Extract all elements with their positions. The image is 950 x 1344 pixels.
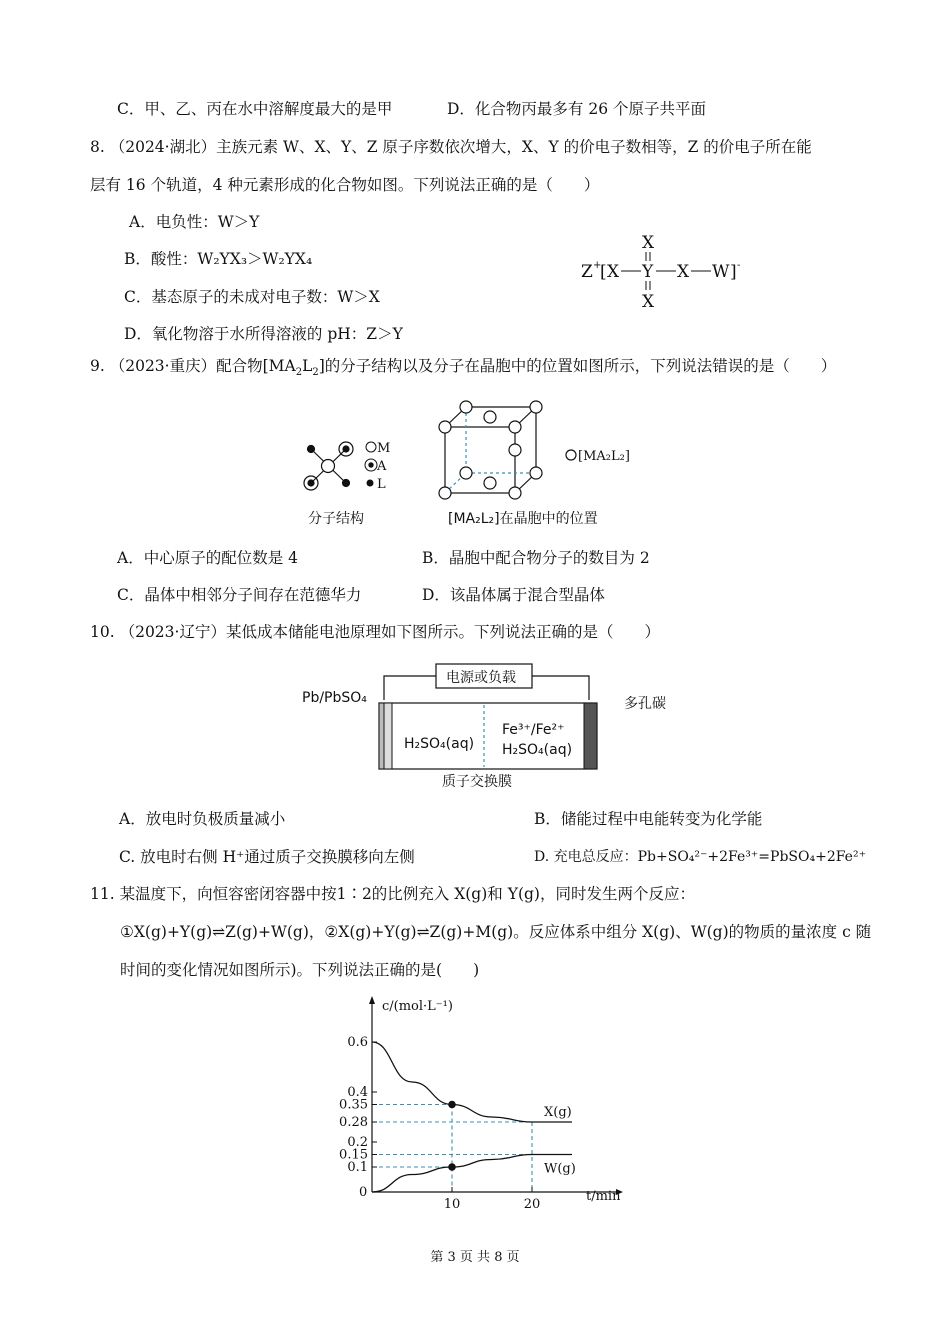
q10-left-electrode-label: Pb/PbSO₄ bbox=[302, 690, 367, 706]
q9-molecule-structure bbox=[304, 442, 353, 490]
q10-battery-figure bbox=[296, 660, 696, 795]
q8-structure-bottom-x: X bbox=[642, 292, 655, 312]
q9-legend-l: L bbox=[377, 477, 386, 492]
q11-stem-line3: 时间的变化情况如图所示)。下列说法正确的是( ) bbox=[120, 961, 480, 979]
q8-structure-x2: X bbox=[677, 262, 690, 282]
q8-structure-top-x: X bbox=[642, 233, 655, 253]
q8-structure-figure bbox=[572, 228, 762, 314]
y-tick-label: 0.2 bbox=[347, 1135, 368, 1150]
q11-stem-line1: 11. 某温度下，向恒容密闭容器中按1∶2的比例充入 X(g)和 Y(g)，同时发生两个反应： bbox=[90, 885, 695, 903]
x-tick-label: 20 bbox=[523, 1197, 541, 1208]
chart-xlabel: t/min bbox=[586, 1189, 621, 1204]
q9-option-b: B．晶胞中配合物分子的数目为 2 bbox=[422, 549, 650, 567]
q9-caption-left: 分子结构 bbox=[308, 511, 364, 527]
q8-structure-charge: - bbox=[737, 260, 741, 271]
chart-origin: 0 bbox=[359, 1185, 368, 1200]
q9-cell-legend: [MA₂L₂] bbox=[578, 449, 630, 464]
q10-left-electrode-outer bbox=[379, 703, 384, 769]
q9-option-a: A．中心原子的配位数是 4 bbox=[117, 549, 298, 567]
series-label: W(g) bbox=[544, 1161, 576, 1177]
q9-legend bbox=[365, 441, 390, 492]
q10-right-solution-2: H₂SO₄(aq) bbox=[502, 742, 573, 758]
marked-point bbox=[448, 1163, 456, 1171]
q10-left-solution: H₂SO₄(aq) bbox=[404, 736, 475, 752]
chart-ylabel: c/(mol·L⁻¹) bbox=[382, 999, 453, 1014]
q10-left-electrode-inner bbox=[384, 703, 392, 769]
y-tick-label: 0.28 bbox=[339, 1115, 368, 1130]
q10-option-b: B．储能过程中电能转变为化学能 bbox=[534, 810, 763, 828]
q8-structure-z: Z bbox=[581, 262, 593, 282]
q10-option-a: A．放电时负极质量减小 bbox=[119, 810, 286, 828]
q8-option-a: A．电负性：W＞Y bbox=[129, 213, 260, 231]
q7-option-d: D．化合物丙最多有 26 个原子共平面 bbox=[447, 100, 707, 118]
q10-load-label: 电源或负载 bbox=[446, 670, 516, 686]
q9-stem-suffix: ]的分子结构以及分子在晶胞中的位置如图所示，下列说法错误的是（ ） bbox=[318, 357, 837, 375]
q9-legend-m: M bbox=[377, 441, 391, 456]
q10-membrane-label: 质子交换膜 bbox=[442, 774, 512, 790]
q10-right-solution-1: Fe³⁺/Fe²⁺ bbox=[502, 722, 565, 738]
y-tick-label: 0.35 bbox=[339, 1097, 368, 1113]
q9-stem bbox=[90, 356, 836, 383]
q8-structure-bracket-close: ] bbox=[730, 262, 737, 282]
x-tick-label: 10 bbox=[443, 1197, 461, 1208]
q9-legend-a: A bbox=[377, 459, 387, 474]
q10-option-d: D. 充电总反应：Pb+SO₄²⁻+2Fe³⁺=PbSO₄+2Fe²⁺ bbox=[534, 849, 866, 865]
q9-stem-mid: L bbox=[302, 357, 313, 375]
series-label: X(g) bbox=[544, 1105, 572, 1120]
y-tick-label: 0.6 bbox=[347, 1035, 368, 1050]
q8-structure-w: W bbox=[712, 262, 730, 282]
q7-option-c: C．甲、乙、丙在水中溶解度最大的是甲 bbox=[117, 100, 393, 118]
q10-right-electrode bbox=[584, 703, 597, 769]
series-line-wg bbox=[372, 1155, 572, 1193]
q11-concentration-chart bbox=[316, 994, 646, 1208]
page-footer: 第 3 页 共 8 页 bbox=[430, 1250, 520, 1265]
q8-stem-line1: 8. （2024·湖北）主族元素 W、X、Y、Z 原子序数依次增大，X、Y 的价电子数相等，Z 的价电子所在能 bbox=[90, 138, 812, 156]
q9-stem-sub1: 2 bbox=[295, 367, 303, 379]
q8-option-d: D．氧化物溶于水所得溶液的 pH：Z＞Y bbox=[124, 325, 403, 343]
q8-option-b-prefix: B．酸性： bbox=[124, 250, 198, 268]
q10-right-electrode-label: 多孔碳 bbox=[624, 696, 666, 712]
q8-option-c: C．基态原子的未成对电子数：W＞X bbox=[124, 288, 380, 306]
y-tick-label: 0.4 bbox=[347, 1085, 368, 1100]
q8-structure-bracket-open: [ bbox=[600, 262, 607, 282]
q8-structure-y: Y bbox=[642, 262, 654, 282]
q9-option-c: C．晶体中相邻分子间存在范德华力 bbox=[117, 586, 362, 604]
q9-stem-prefix: 9. （2023·重庆）配合物[MA bbox=[90, 357, 296, 375]
series-line-xg bbox=[372, 1042, 572, 1122]
q8-structure-x1: X bbox=[607, 262, 620, 282]
chart-y-arrow bbox=[369, 996, 375, 1004]
q9-option-d: D．该晶体属于混合型晶体 bbox=[422, 586, 605, 604]
y-tick-label: 0.1 bbox=[347, 1160, 368, 1175]
chart-guides bbox=[372, 1105, 532, 1193]
q8-stem-line2: 层有 16 个轨道，4 种元素形成的化合物如图。下列说法正确的是（ ） bbox=[90, 176, 600, 194]
q9-caption-right: [MA₂L₂]在晶胞中的位置 bbox=[448, 511, 598, 527]
q9-stem-sub2: 2 bbox=[312, 367, 319, 379]
y-tick-label: 0.15 bbox=[339, 1147, 368, 1163]
q11-stem-line2: ①X(g)+Y(g)⇌Z(g)+W(g)，②X(g)+Y(g)⇌Z(g)+M(g)。反应体系中组分 X(g)、W(g)的物质的量浓度 c 随 bbox=[120, 923, 872, 941]
marked-point bbox=[448, 1101, 456, 1109]
q8-option-b bbox=[124, 249, 312, 269]
q10-option-c: C. 放电时右侧 H⁺通过质子交换膜移向左侧 bbox=[119, 848, 415, 866]
q9-crystal-figure bbox=[290, 395, 650, 535]
q8-structure-z-charge: + bbox=[593, 260, 602, 271]
q8-option-b-formula: W₂YX₃＞W₂YX₄ bbox=[197, 250, 313, 268]
q10-stem: 10. （2023·辽宁）某低成本储能电池原理如下图所示。下列说法正确的是（ ） bbox=[90, 623, 660, 641]
